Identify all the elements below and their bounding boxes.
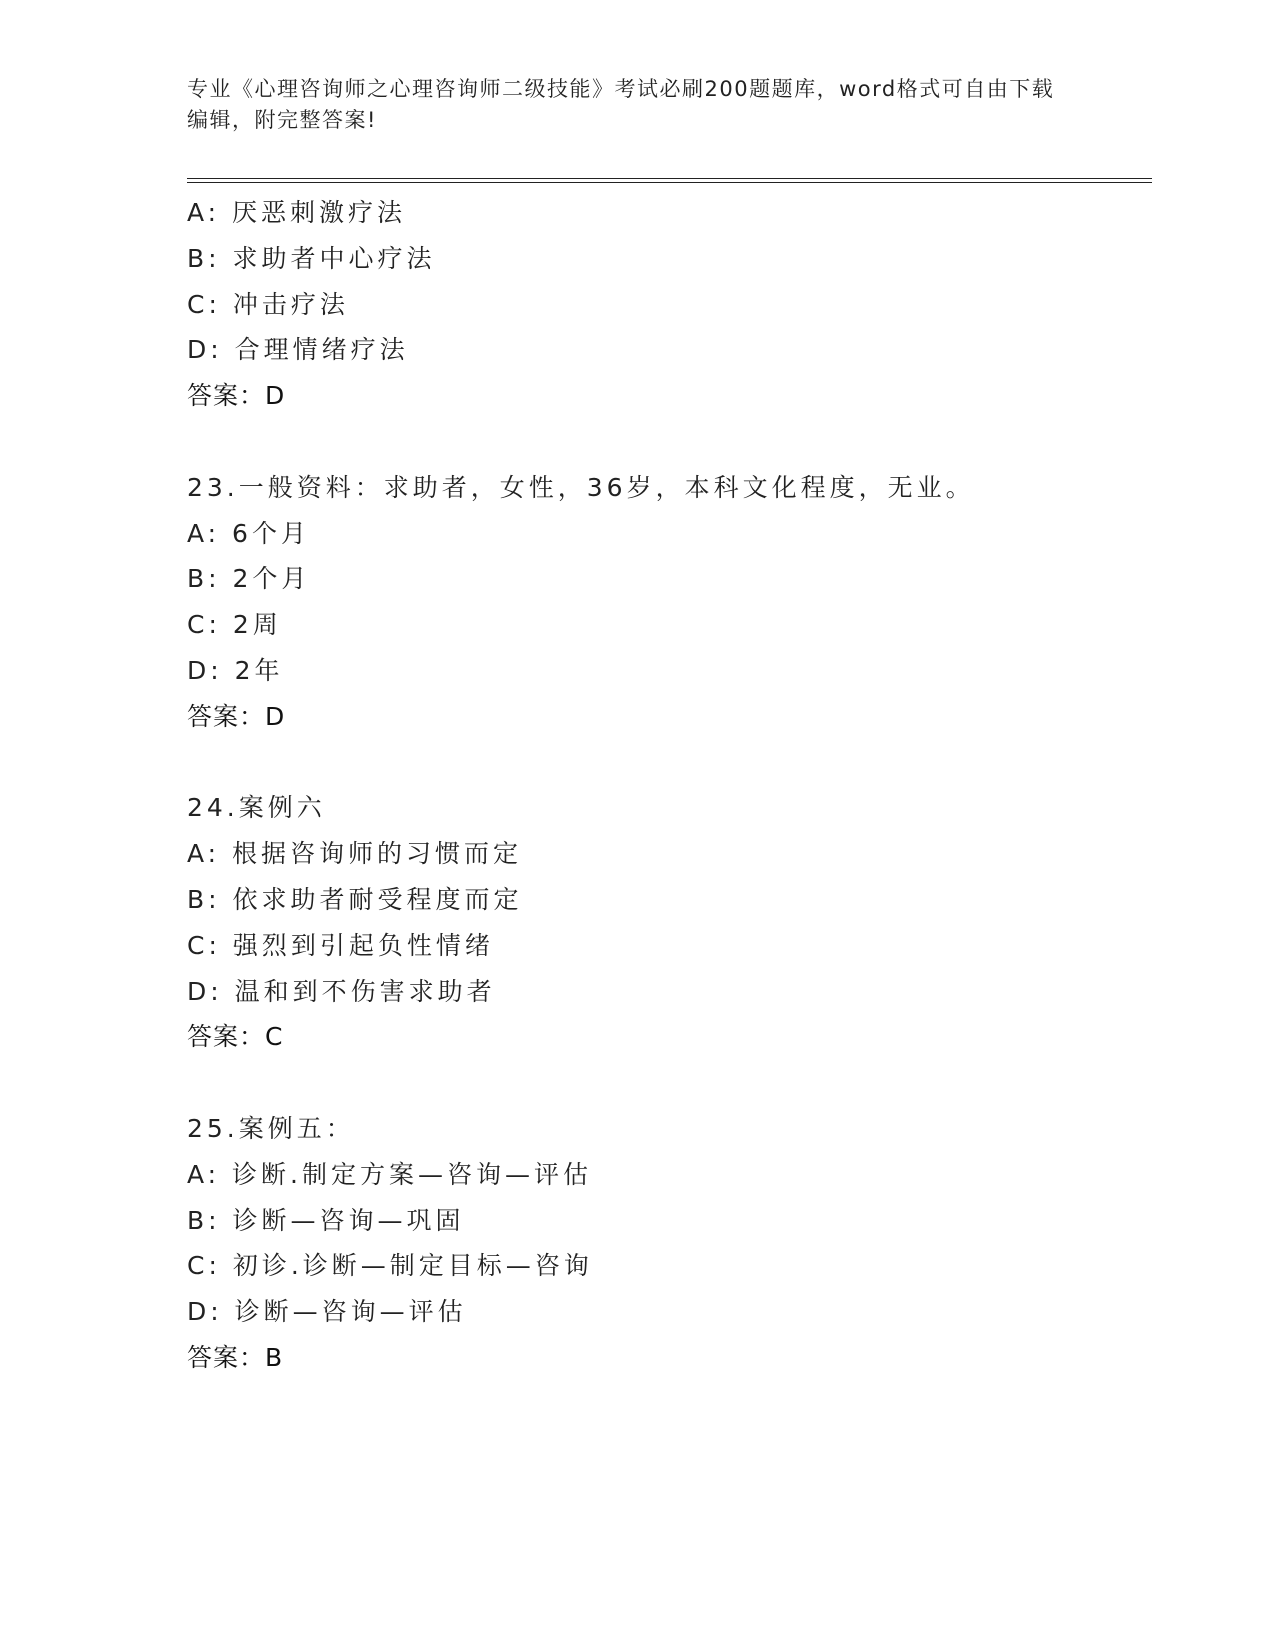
option-d: D: 温和到不伤害求助者: [187, 976, 496, 1006]
option-c: C: 强烈到引起负性情绪: [187, 930, 494, 960]
question-stem: 23.一般资料：求助者，女性，36岁，本科文化程度，无业。: [187, 472, 975, 502]
header-divider: [187, 178, 1152, 183]
spacer: [187, 740, 1152, 786]
option-a: A: 诊断.制定方案—咨询—评估: [187, 1159, 592, 1189]
option-c: C: 初诊.诊断—制定目标—咨询: [187, 1251, 593, 1281]
answer-line: 答案：D: [187, 701, 286, 731]
option-a: A: 6个月: [187, 518, 310, 548]
document-header: 专业《心理咨询师之心理咨询师二级技能》考试必刷200题题库，word格式可自由下载编辑，附完整答案!: [187, 77, 1055, 132]
spacer: [187, 419, 1152, 465]
option-d: D: 合理情绪疗法: [187, 335, 409, 365]
question-list: [187, 190, 1152, 1381]
option-b: B: 求助者中心疗法: [187, 243, 436, 273]
answer-line: 答案：D: [187, 381, 286, 411]
question-block-25: [187, 1106, 1152, 1381]
option-b: B: 诊断—咨询—巩固: [187, 1205, 465, 1235]
question-block-24: [187, 785, 1152, 1060]
answer-line: 答案：C: [187, 1022, 284, 1052]
answer-line: 答案：B: [187, 1342, 284, 1372]
option-c: C: 冲击疗法: [187, 289, 349, 319]
option-d: D: 2年: [187, 655, 284, 685]
option-a: A: 厌恶刺激疗法: [187, 198, 407, 227]
spacer: [187, 1060, 1152, 1106]
question-block-22: [187, 190, 1152, 419]
option-a: A: 根据咨询师的习惯而定: [187, 839, 523, 869]
option-d: D: 诊断—咨询—评估: [187, 1297, 467, 1327]
option-b: B: 依求助者耐受程度而定: [187, 884, 523, 914]
option-b: B: 2个月: [187, 564, 311, 594]
question-block-23: [187, 465, 1152, 740]
option-c: C: 2周: [187, 610, 282, 640]
question-stem: 25.案例五：: [187, 1113, 355, 1143]
question-stem: 24.案例六: [187, 793, 326, 823]
